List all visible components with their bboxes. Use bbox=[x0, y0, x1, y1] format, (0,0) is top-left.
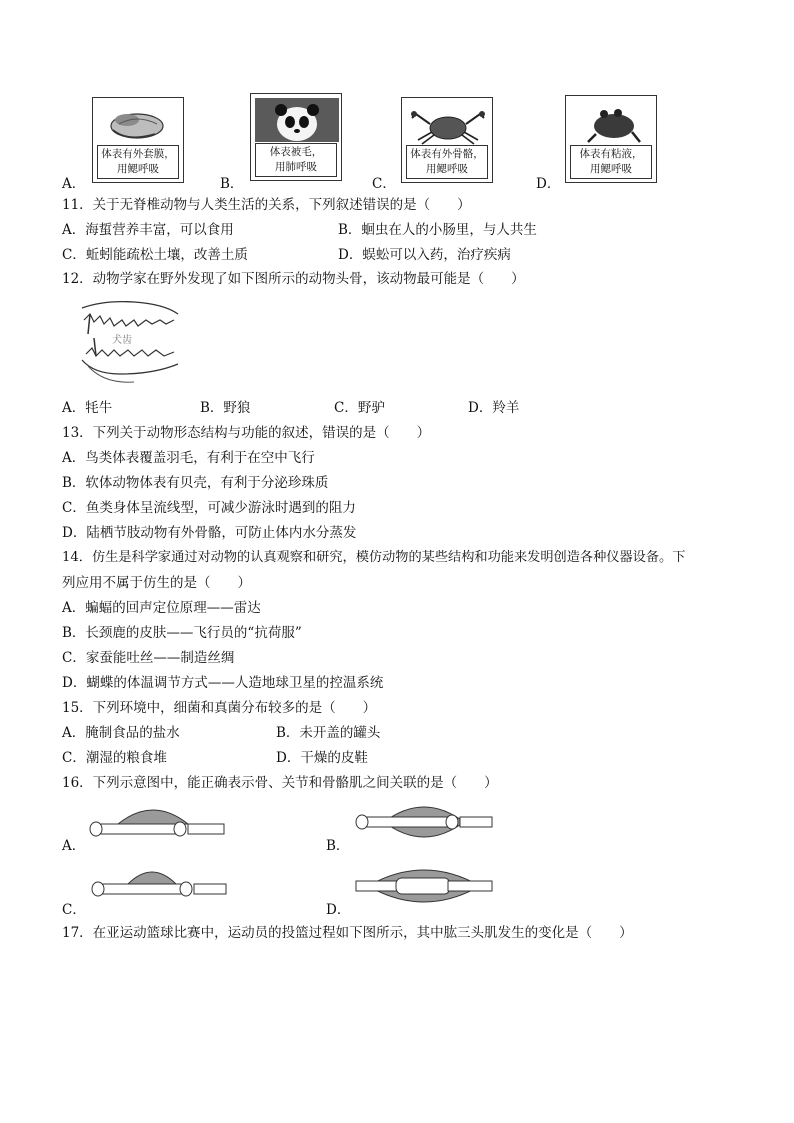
q10-option-a-caption: 体表有外套膜， 用鳃呼吸 bbox=[97, 145, 179, 179]
q11-option-d[interactable]: D．蜈蚣可以入药，治疗疾病 bbox=[338, 247, 511, 263]
q13-stem: 13．下列关于动物形态结构与功能的叙述，错误的是（ ） bbox=[62, 425, 431, 441]
q16-option-d-label[interactable]: D． bbox=[326, 902, 351, 918]
q14-option-b[interactable]: B．长颈鹿的皮肤——飞行员的“抗荷服” bbox=[62, 625, 302, 641]
q15-option-c[interactable]: C．潮湿的粮食堆 bbox=[62, 750, 167, 766]
q10-option-b-caption: 体表被毛， 用肺呼吸 bbox=[255, 143, 337, 177]
q10-option-a-label[interactable]: A． bbox=[62, 176, 86, 192]
q15-option-d[interactable]: D．干燥的皮鞋 bbox=[276, 750, 368, 766]
q13-option-b[interactable]: B．软体动物体表有贝壳，有利于分泌珍珠质 bbox=[62, 475, 329, 491]
q13-option-c[interactable]: C．鱼类身体呈流线型，可减少游泳时遇到的阻力 bbox=[62, 500, 356, 516]
q16-option-b-label[interactable]: B． bbox=[326, 838, 350, 854]
q10-option-d-label[interactable]: D． bbox=[536, 176, 561, 192]
q12-option-c[interactable]: C．野驴 bbox=[334, 400, 385, 416]
q12-stem: 12．动物学家在野外发现了如下图所示的动物头骨，该动物最可能是（ ） bbox=[62, 271, 525, 287]
q16-option-b-diagram[interactable] bbox=[354, 800, 494, 844]
q12-option-a[interactable]: A．牦牛 bbox=[62, 400, 113, 416]
q16-option-c-label[interactable]: C． bbox=[62, 902, 86, 918]
q10-option-c-caption: 体表有外骨骼， 用鳃呼吸 bbox=[406, 145, 488, 179]
q11-option-b[interactable]: B．蛔虫在人的小肠里，与人共生 bbox=[338, 222, 537, 238]
panda-image bbox=[255, 98, 337, 142]
q10-option-d-caption: 体表有粘液， 用鳃呼吸 bbox=[570, 145, 652, 179]
q16-stem: 16．下列示意图中，能正确表示骨、关节和骨骼肌之间关联的是（ ） bbox=[62, 775, 498, 791]
q10-option-c-card[interactable] bbox=[401, 97, 493, 183]
q14-option-d[interactable]: D．蝴蝶的体温调节方式——人造地球卫星的控温系统 bbox=[62, 675, 384, 691]
q15-option-a[interactable]: A．腌制食品的盐水 bbox=[62, 725, 180, 741]
q16-option-a-diagram[interactable] bbox=[88, 802, 228, 842]
q12-option-d[interactable]: D．羚羊 bbox=[468, 400, 520, 416]
q15-stem: 15．下列环境中，细菌和真菌分布较多的是（ ） bbox=[62, 700, 377, 716]
q14-option-c[interactable]: C．家蚕能吐丝——制造丝绸 bbox=[62, 650, 235, 666]
q16-option-c-diagram[interactable] bbox=[88, 864, 228, 906]
q16-option-a-label[interactable]: A． bbox=[62, 838, 86, 854]
q11-option-c[interactable]: C．蚯蚓能疏松土壤，改善土质 bbox=[62, 247, 248, 263]
mollusk-image bbox=[97, 102, 179, 146]
animal-skull-figure bbox=[74, 294, 184, 388]
q16-option-d-diagram[interactable] bbox=[354, 862, 494, 910]
canine-tooth-label: 犬齿 bbox=[112, 335, 132, 346]
frog-image bbox=[570, 100, 652, 144]
crab-image bbox=[406, 102, 488, 146]
q10-option-d-card[interactable] bbox=[565, 95, 657, 183]
q11-option-a[interactable]: A．海蜇营养丰富，可以食用 bbox=[62, 222, 234, 238]
q10-option-c-label[interactable]: C． bbox=[372, 176, 396, 192]
q10-option-b-card[interactable] bbox=[250, 93, 342, 181]
q14-stem-line1: 14．仿生是科学家通过对动物的认真观察和研究，模仿动物的某些结构和功能来发明创造各种仪器设备。下 bbox=[62, 550, 686, 565]
q11-stem: 11．关于无脊椎动物与人类生活的关系，下列叙述错误的是（ ） bbox=[62, 197, 471, 213]
q12-option-b[interactable]: B．野狼 bbox=[200, 400, 251, 416]
q10-option-b-label[interactable]: B． bbox=[220, 176, 244, 192]
q13-option-d[interactable]: D．陆栖节肢动物有外骨骼，可防止体内水分蒸发 bbox=[62, 525, 357, 541]
q10-option-a-card[interactable] bbox=[92, 97, 184, 183]
q17-stem: 17．在亚运动篮球比赛中，运动员的投篮过程如下图所示，其中肱三头肌发生的变化是（ ） bbox=[62, 925, 633, 941]
q13-option-a[interactable]: A．鸟类体表覆盖羽毛，有利于在空中飞行 bbox=[62, 450, 315, 466]
q14-stem-line2: 列应用不属于仿生的是（ ） bbox=[62, 575, 251, 591]
q14-option-a[interactable]: A．蝙蝠的回声定位原理——雷达 bbox=[62, 600, 261, 616]
q15-option-b[interactable]: B．未开盖的罐头 bbox=[276, 725, 381, 741]
